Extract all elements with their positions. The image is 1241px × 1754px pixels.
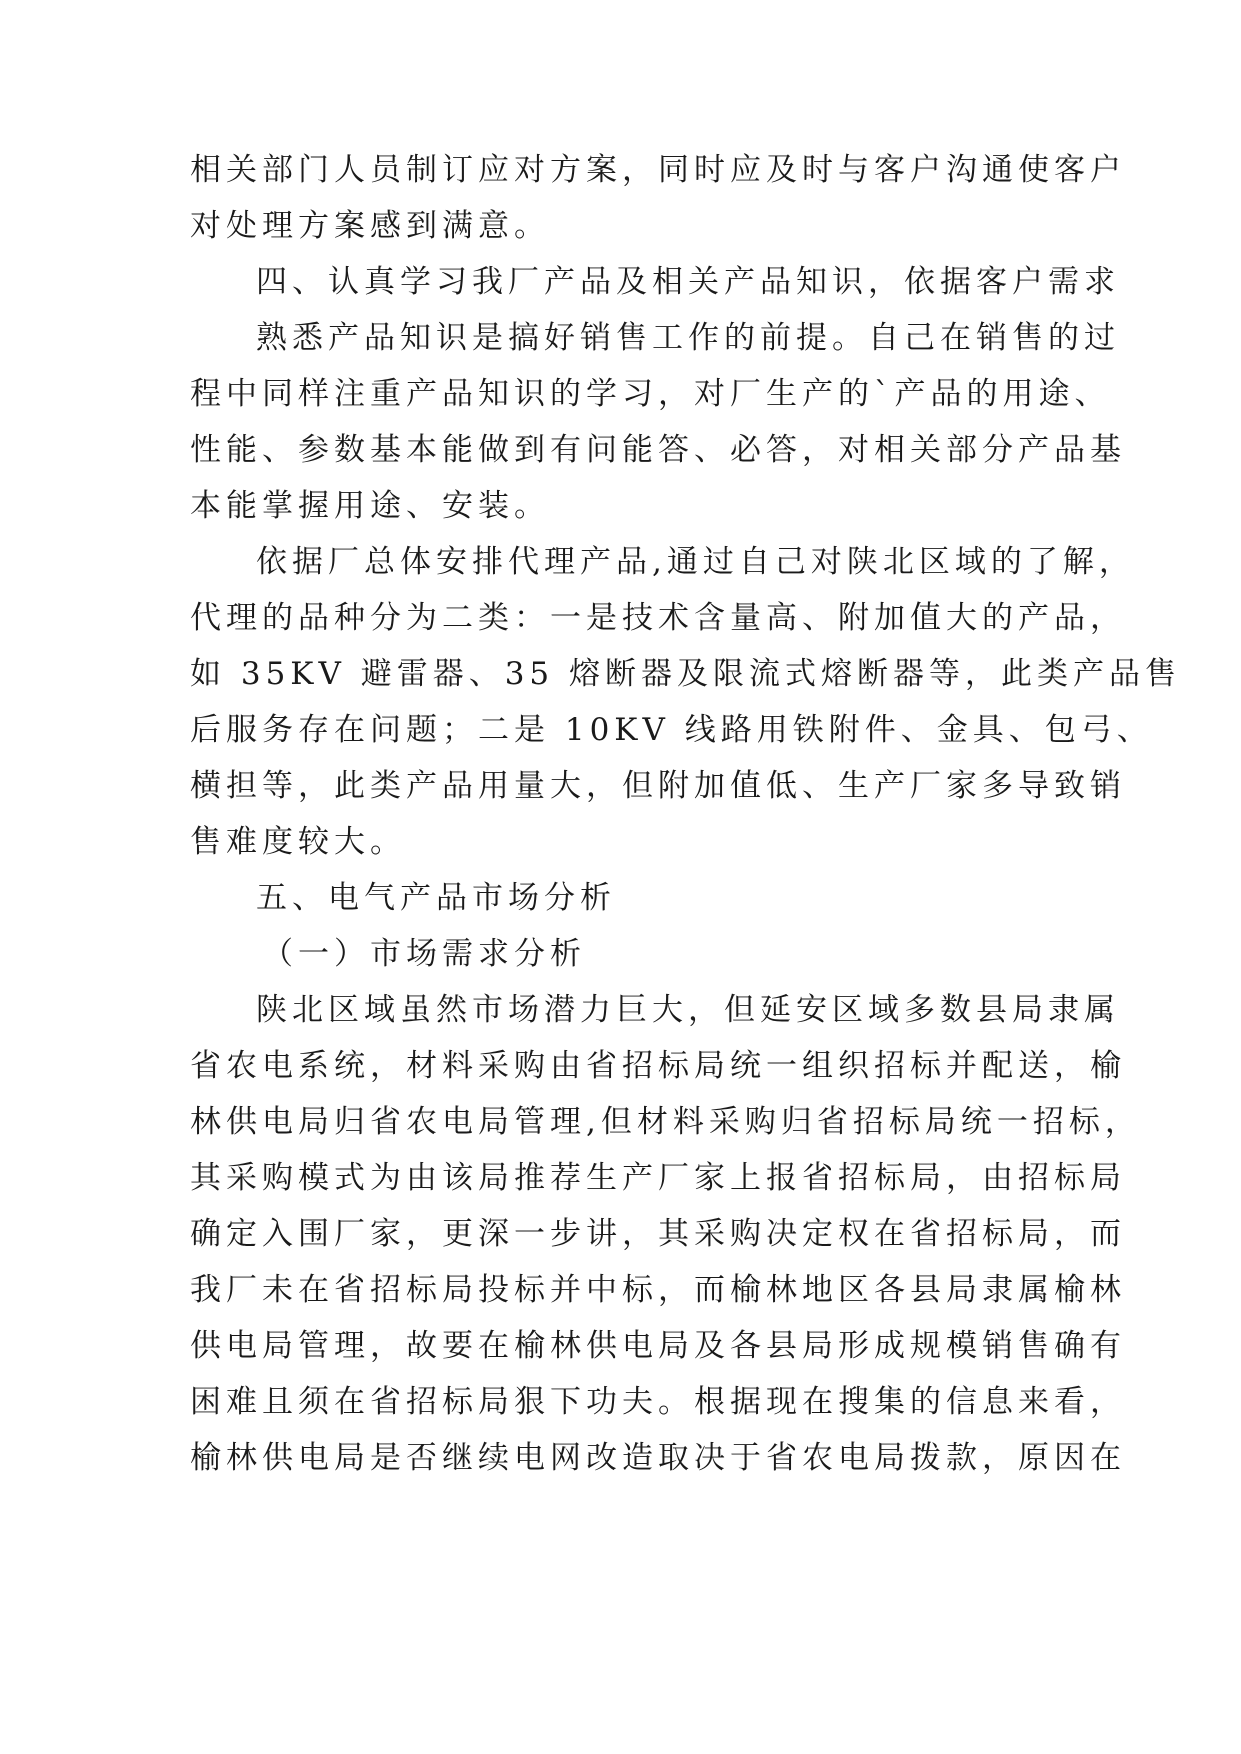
paragraph-line: 其采购模式为由该局推荐生产厂家上报省招标局，由招标局 (190, 1160, 1126, 1196)
section-heading: 四、认真学习我厂产品及相关产品知识，依据客户需求 (256, 264, 1120, 300)
paragraph-line: 程中同样注重产品知识的学习，对厂生产的`产品的用途、 (190, 376, 1111, 412)
paragraph-line: 确定入围厂家，更深一步讲，其采购决定权在省招标局，而 (190, 1216, 1126, 1252)
paragraph-line: 横担等，此类产品用量大，但附加值低、生产厂家多导致销 (190, 768, 1126, 804)
paragraph-line: 困难且须在省招标局狠下功夫。根据现在搜集的信息来看， (190, 1384, 1126, 1420)
subsection-heading: （一）市场需求分析 (262, 936, 586, 972)
paragraph-line: 售难度较大。 (190, 824, 406, 860)
section-heading: 五、电气产品市场分析 (256, 880, 616, 916)
paragraph-line: 后服务存在问题；二是 10KV 线路用铁附件、金具、包弓、 (190, 712, 1153, 748)
paragraph-line: 省农电系统，材料采购由省招标局统一组织招标并配送，榆 (190, 1048, 1126, 1084)
paragraph-line: 相关部门人员制订应对方案，同时应及时与客户沟通使客户 (190, 152, 1126, 188)
paragraph-line: 如 35KV 避雷器、35 熔断器及限流式熔断器等，此类产品售 (190, 656, 1181, 692)
paragraph-line: 我厂未在省招标局投标并中标，而榆林地区各县局隶属榆林 (190, 1272, 1126, 1308)
paragraph-line: 林供电局归省农电局管理,但材料采购归省招标局统一招标， (190, 1104, 1141, 1140)
paragraph-line: 性能、参数基本能做到有问能答、必答，对相关部分产品基 (190, 432, 1126, 468)
paragraph-line: 本能掌握用途、安装。 (190, 488, 550, 524)
paragraph-line: 榆林供电局是否继续电网改造取决于省农电局拨款，原因在 (190, 1440, 1126, 1476)
paragraph-line: 对处理方案感到满意。 (190, 208, 550, 244)
paragraph-line: 熟悉产品知识是搞好销售工作的前提。自己在销售的过 (256, 320, 1120, 356)
paragraph-line: 供电局管理，故要在榆林供电局及各县局形成规模销售确有 (190, 1328, 1126, 1364)
paragraph-line: 陕北区域虽然市场潜力巨大，但延安区域多数县局隶属 (256, 992, 1120, 1028)
paragraph-line: 代理的品种分为二类：一是技术含量高、附加值大的产品， (190, 600, 1126, 636)
paragraph-line: 依据厂总体安排代理产品,通过自己对陕北区域的了解， (256, 544, 1135, 580)
